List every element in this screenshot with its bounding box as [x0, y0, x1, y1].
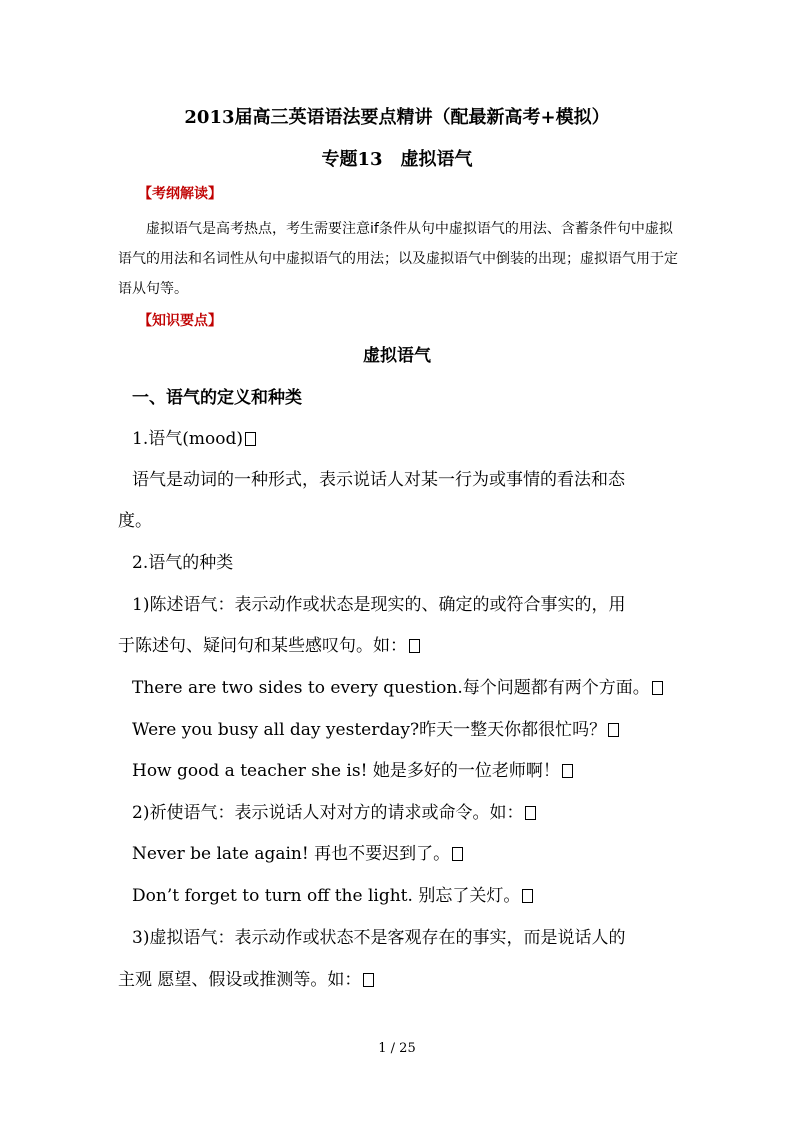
document-title: 2013届高三英语语法要点精讲（配最新高考+模拟） — [184, 107, 610, 128]
body-line: 2.语气的种类 — [132, 553, 234, 573]
placeholder-box-icon — [452, 847, 463, 861]
example-sentence: There are two sides to every question.每个问题都有两个方面。 — [118, 668, 678, 709]
body-line: 度。 — [118, 511, 152, 531]
placeholder-box-icon — [525, 806, 536, 820]
example-sentence: Were you busy all day yesterday?昨天一整天你都很忙吗？ — [118, 710, 678, 751]
body-line: 3)虚拟语气：表示动作或状态不是客观存在的事实，而是说话人的 — [132, 928, 626, 948]
tag-points: 【知识要点】 — [138, 313, 222, 329]
intro-text: 虚拟语气是高考热点，考生需要注意if条件从句中虚拟语气的用法、含蓄条件句中虚拟语气的用法和名词性从句中虚拟语气的用法；以及虚拟语气中倒装的出现；虚拟语气用于定语从句等。 — [118, 221, 678, 297]
body-line: 语气是动词的一种形式，表示说话人对某一行为或事情的看法和态 — [132, 470, 625, 490]
placeholder-box-icon — [409, 639, 420, 653]
body-line: 1)陈述语气：表示动作或状态是现实的、确定的或符合事实的，用 — [132, 595, 626, 615]
placeholder-box-icon — [652, 681, 663, 695]
example-sentence: Don’t forget to turn off the light. 别忘了关灯。 — [118, 876, 678, 917]
intro-paragraph — [118, 214, 678, 304]
placeholder-box-icon — [363, 973, 374, 987]
body-line: 2)祈使语气：表示说话人对对方的请求或命令。如： — [118, 793, 678, 834]
body-line: 于陈述句、疑问句和某些感叹句。如： — [118, 626, 678, 667]
body-line: 主观 愿望、假设或推测等。如： — [118, 960, 678, 1001]
body-line: 1.语气(mood) — [118, 419, 678, 460]
page-number: 1 / 25 — [378, 1041, 416, 1056]
example-sentence: Never be late again! 再也不要迟到了。 — [118, 834, 678, 875]
placeholder-box-icon — [608, 723, 619, 737]
document-subtitle: 专题13 虚拟语气 — [321, 149, 473, 170]
placeholder-box-icon — [522, 889, 533, 903]
heading-mood-definition: 一、语气的定义和种类 — [132, 388, 302, 408]
section-title: 虚拟语气 — [363, 346, 431, 366]
tag-outline: 【考纲解读】 — [138, 186, 222, 202]
placeholder-box-icon — [562, 764, 573, 778]
placeholder-box-icon — [245, 432, 256, 446]
example-sentence: How good a teacher she is! 她是多好的一位老师啊！ — [118, 751, 678, 792]
